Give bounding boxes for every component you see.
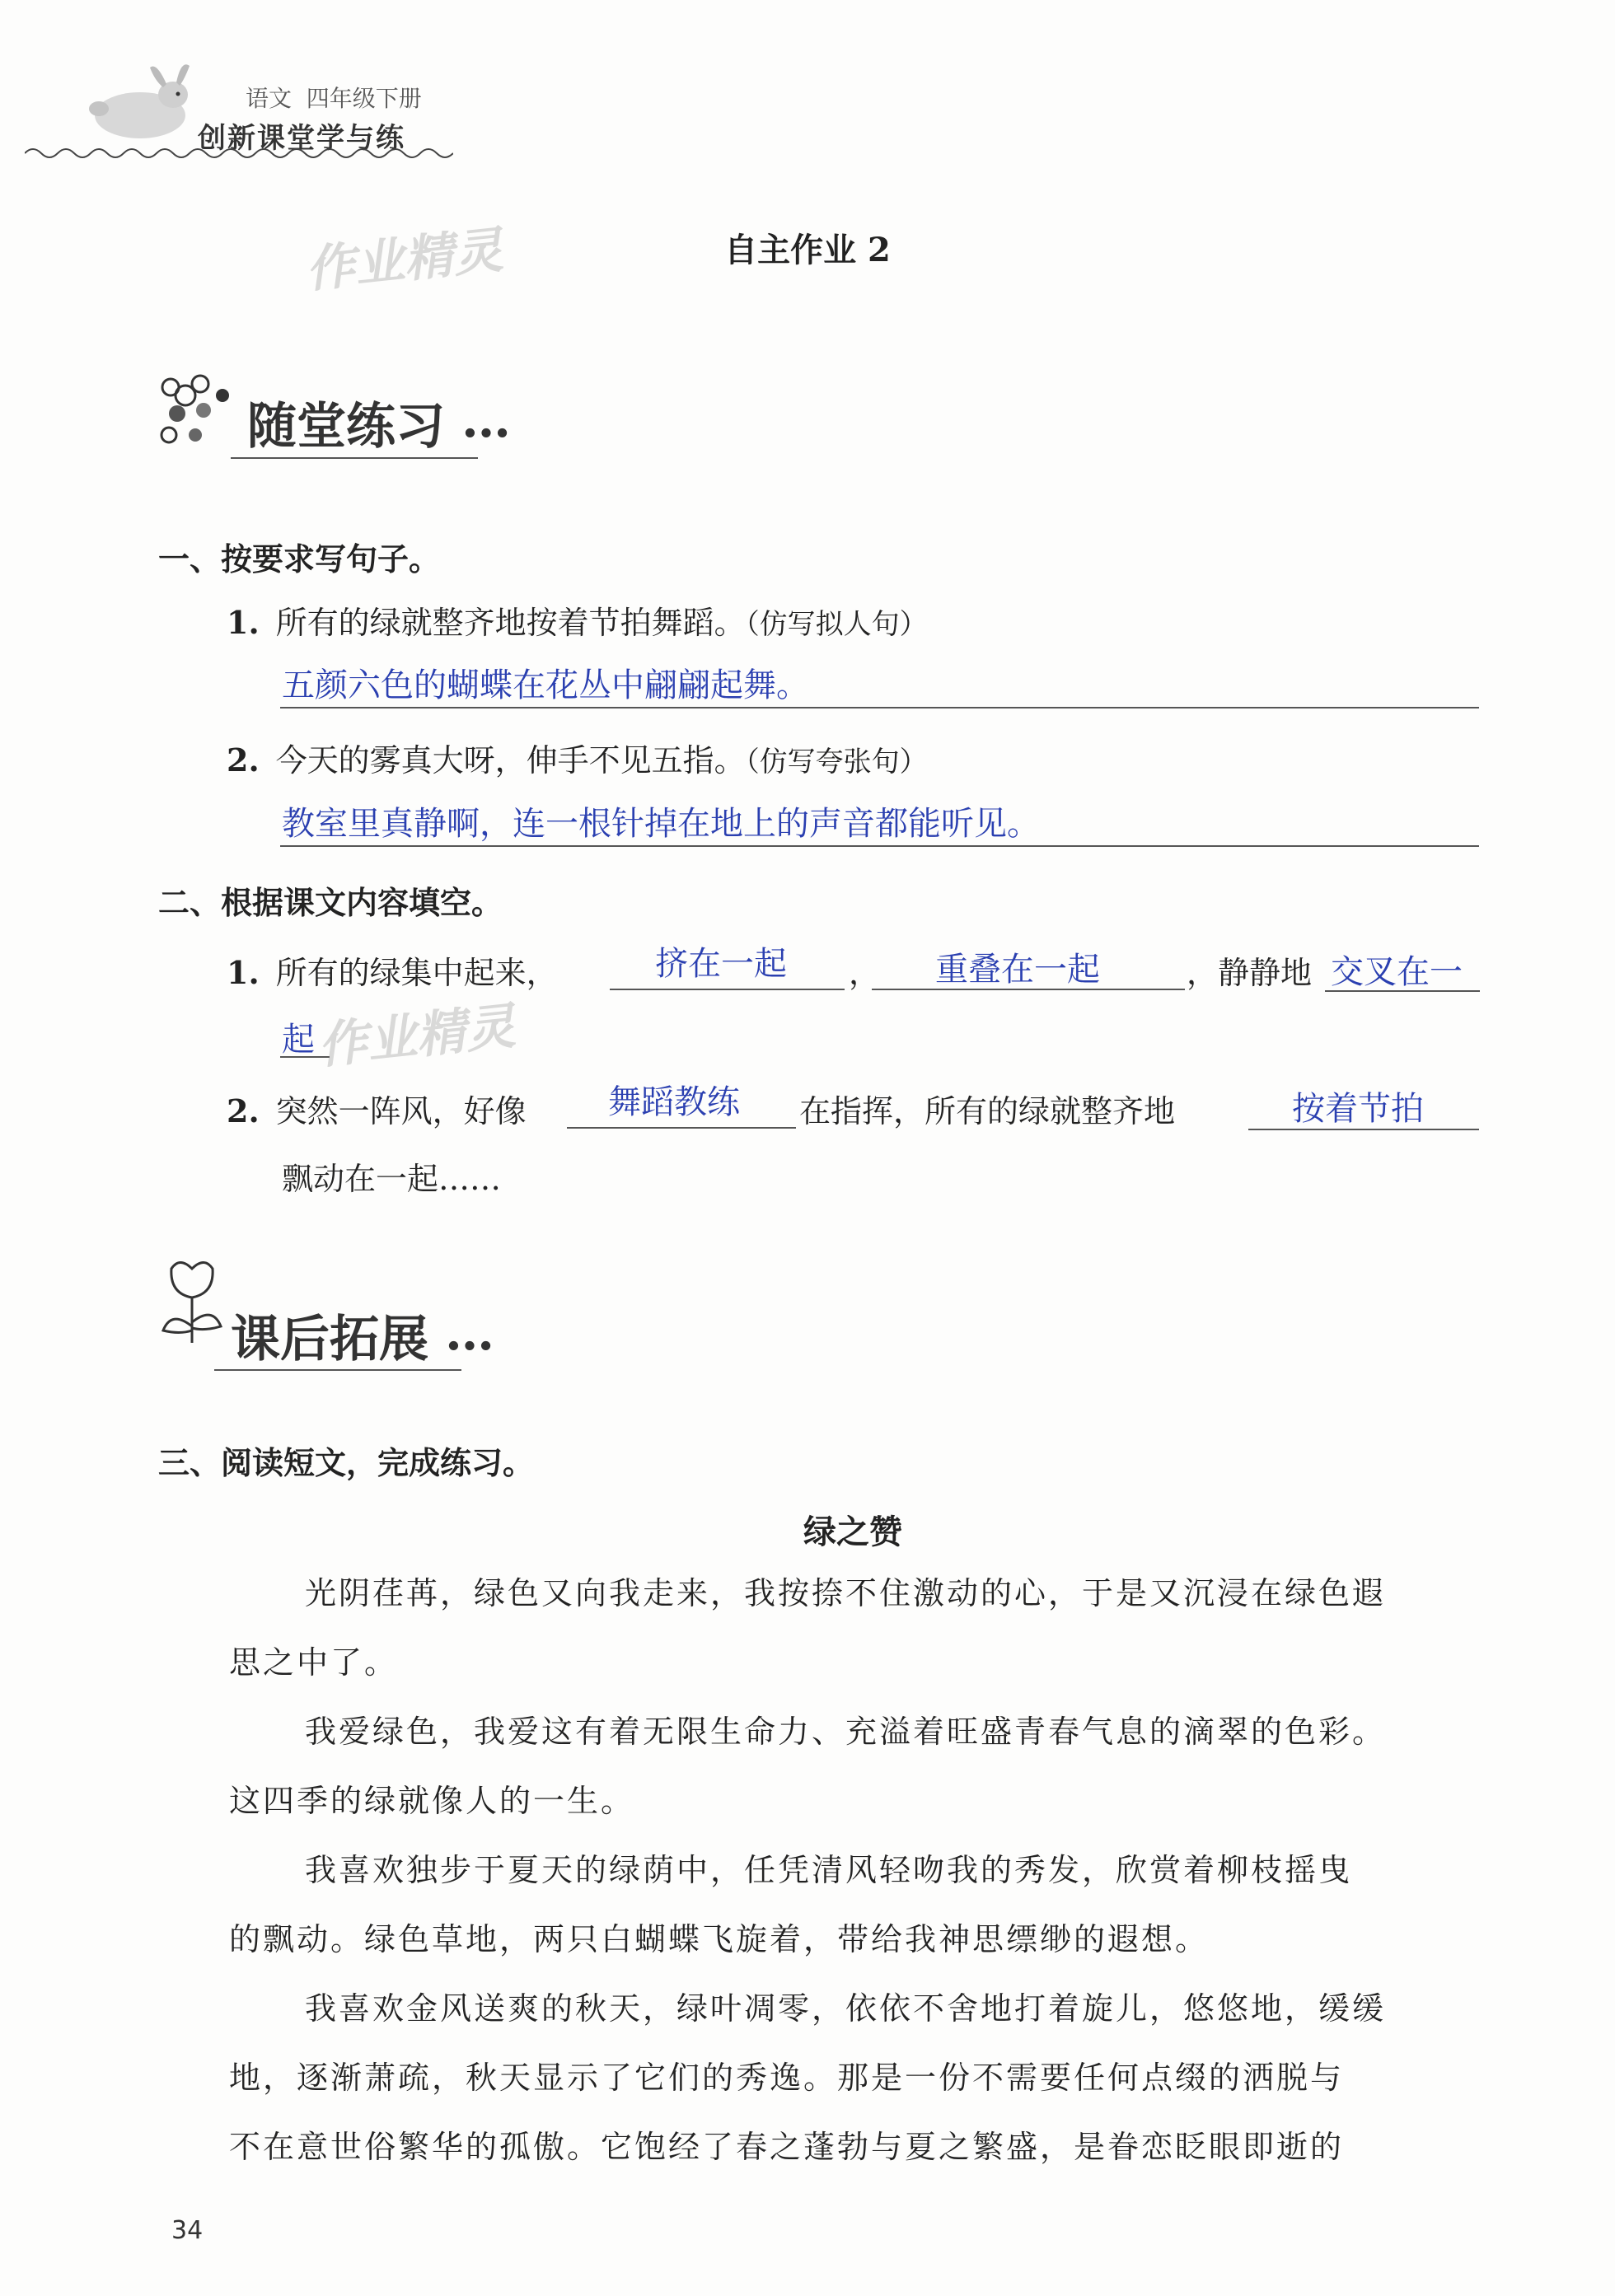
question-1-heading: 一、按要求写句子。 bbox=[158, 541, 441, 578]
passage-line: 我爱绿色，我爱这有着无限生命力、充溢着旺盛青春气息的滴翠的色彩。 bbox=[305, 1714, 1387, 1750]
q2-item-2-mid: 在指挥，所有的绿就整齐地 bbox=[799, 1093, 1176, 1129]
q1-item-1-text: 所有的绿就整齐地按着节拍舞蹈。 bbox=[275, 605, 746, 641]
flower-decoration-icon bbox=[152, 362, 243, 453]
q2-item-2-number: 2. bbox=[227, 1092, 260, 1129]
blank-line bbox=[1325, 990, 1480, 992]
q2-item-2-prefix: 突然一阵风，好像 bbox=[275, 1093, 527, 1129]
section-extension: 课后拓展 bbox=[231, 1311, 428, 1368]
blank-line bbox=[872, 989, 1185, 990]
section-underline bbox=[231, 457, 478, 459]
q1-item-2-hint: （仿写夸张句） bbox=[745, 746, 928, 779]
tulip-decoration-icon bbox=[155, 1252, 229, 1351]
q1-item-2-answer[interactable]: 教室里真静啊，连一根针掉在地上的声音都能听见。 bbox=[282, 805, 1040, 843]
passage-line: 我喜欢独步于夏天的绿荫中，任凭清风轻吻我的秀发，欣赏着柳枝摇曳 bbox=[305, 1852, 1353, 1888]
q1-item-2-text: 今天的雾真大呀，伸手不见五指。 bbox=[275, 742, 746, 779]
passage-line: 不在意世俗繁华的孤傲。它饱经了春之蓬勃与夏之繁盛，是眷恋眨眼即逝的 bbox=[229, 2129, 1345, 2165]
passage-line: 这四季的绿就像人的一生。 bbox=[229, 1783, 635, 1819]
blank-line bbox=[567, 1127, 796, 1129]
page-number: 34 bbox=[171, 2216, 204, 2245]
q2-item-1-sep: ， bbox=[849, 955, 881, 991]
q2-item-1 bbox=[227, 947, 558, 993]
passage-line: 思之中了。 bbox=[229, 1644, 399, 1681]
q2-item-1-blank-2[interactable]: 重叠在一起 bbox=[935, 951, 1100, 989]
header-series-title: 创新课堂学与练 bbox=[198, 122, 405, 155]
q2-item-2-blank-1[interactable]: 舞蹈教练 bbox=[608, 1083, 740, 1121]
question-3-heading: 三、阅读短文，完成练习。 bbox=[158, 1445, 535, 1481]
q2-item-1-mid: ，静静地 bbox=[1187, 955, 1313, 991]
q2-item-2-suffix: 飘动在一起…… bbox=[282, 1161, 502, 1197]
passage-line: 的飘动。绿色草地，两只白蝴蝶飞旋着，带给我神思缥缈的遐想。 bbox=[229, 1921, 1210, 1957]
q1-item-1 bbox=[227, 597, 928, 643]
q2-item-2-blank-2[interactable]: 按着节拍 bbox=[1292, 1090, 1424, 1128]
passage-title: 绿之赞 bbox=[803, 1513, 902, 1551]
q2-item-1-blank-3[interactable]: 交叉在一 bbox=[1331, 953, 1463, 991]
passage-line: 地，逐渐萧疏，秋天显示了它们的秀逸。那是一份不需要任何点缀的洒脱与 bbox=[229, 2060, 1345, 2096]
header-wave-divider bbox=[25, 145, 453, 161]
watermark: 作业精灵 bbox=[302, 221, 506, 300]
page-title: 自主作业 2 bbox=[724, 231, 891, 269]
q1-item-2-number: 2. bbox=[227, 741, 260, 779]
q1-item-2 bbox=[227, 735, 928, 780]
q1-item-1-hint: （仿写拟人句） bbox=[745, 608, 928, 641]
q2-item-1-number: 1. bbox=[227, 954, 260, 991]
section-practice: 随堂练习 bbox=[247, 398, 445, 456]
q2-item-1-blank-3-cont[interactable]: 起 bbox=[282, 1021, 315, 1059]
passage-line: 我喜欢金风送爽的秋天，绿叶凋零，依依不舍地打着旋儿，悠悠地，缓缓 bbox=[305, 1990, 1387, 2027]
section-underline bbox=[214, 1369, 461, 1371]
header-subject: 语文 四年级下册 bbox=[246, 85, 422, 112]
passage-line: 光阴荏苒，绿色又向我走来，我按捺不住激动的心，于是又沉浸在绿色遐 bbox=[305, 1575, 1387, 1611]
watermark: 作业精灵 bbox=[315, 997, 518, 1076]
blank-line bbox=[1248, 1129, 1479, 1130]
q2-item-2 bbox=[227, 1086, 527, 1131]
q2-item-1-blank-1[interactable]: 挤在一起 bbox=[655, 945, 787, 983]
answer-line bbox=[280, 707, 1479, 708]
q1-item-1-answer[interactable]: 五颜六色的蝴蝶在花丛中翩翩起舞。 bbox=[282, 666, 809, 704]
blank-line bbox=[610, 989, 845, 990]
section-dots: … bbox=[461, 391, 511, 449]
section-dots: … bbox=[445, 1304, 494, 1362]
q1-item-1-number: 1. bbox=[227, 604, 260, 641]
q2-item-1-prefix: 所有的绿集中起来， bbox=[275, 955, 558, 991]
question-2-heading: 二、根据课文内容填空。 bbox=[158, 885, 503, 921]
rabbit-mascot-icon bbox=[74, 58, 206, 148]
answer-line bbox=[280, 845, 1479, 847]
